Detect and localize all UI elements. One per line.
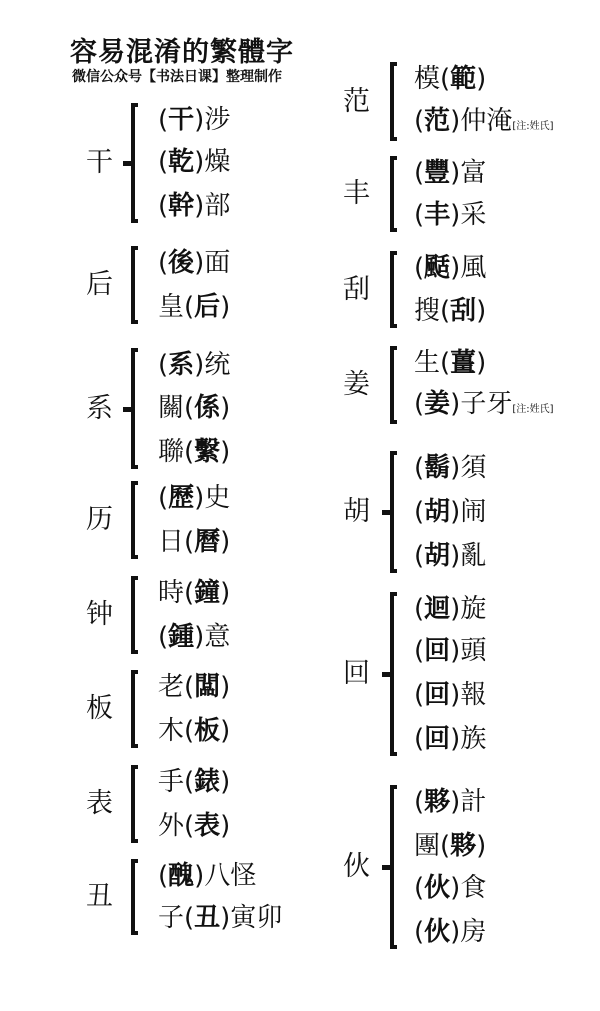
usage-suffix: )富 bbox=[450, 158, 487, 188]
traditional-char: 闆 bbox=[194, 672, 221, 702]
usage-note: [注:姓氏] bbox=[512, 121, 554, 132]
usage-prefix: ( bbox=[414, 253, 425, 283]
usage-suffix: )史 bbox=[194, 483, 231, 513]
usage-line bbox=[414, 636, 486, 666]
usage-suffix: ) bbox=[220, 393, 231, 423]
usage-line bbox=[158, 861, 256, 891]
usage-line bbox=[414, 453, 486, 483]
traditional-char: 夥 bbox=[424, 787, 451, 817]
usage-line bbox=[158, 191, 230, 221]
usage-prefix: ( bbox=[158, 105, 169, 135]
usage-suffix: )亂 bbox=[450, 541, 487, 571]
bracket bbox=[390, 251, 397, 328]
usage-prefix: ( bbox=[414, 158, 425, 188]
usage-suffix: ) bbox=[476, 64, 487, 94]
usage-line bbox=[414, 296, 486, 326]
bracket bbox=[131, 246, 138, 324]
usage-prefix: ( bbox=[158, 350, 169, 380]
usage-prefix: ( bbox=[158, 191, 169, 221]
usage-prefix: ( bbox=[158, 248, 169, 278]
usage-line bbox=[158, 767, 230, 797]
usage-suffix: )頭 bbox=[450, 636, 487, 666]
usage-suffix: ) bbox=[220, 578, 231, 608]
usage-prefix: ( bbox=[414, 453, 425, 483]
usage-line bbox=[414, 158, 486, 188]
page-subtitle: 微信公众号【书法日课】整理制作 bbox=[72, 69, 282, 85]
usage-prefix: ( bbox=[414, 787, 425, 817]
usage-suffix: ) bbox=[476, 296, 487, 326]
usage-prefix: 外( bbox=[158, 811, 195, 841]
simplified-char: 姜 bbox=[343, 369, 370, 400]
usage-prefix: ( bbox=[158, 147, 169, 177]
usage-suffix: )意 bbox=[194, 622, 231, 652]
usage-prefix: ( bbox=[414, 873, 425, 903]
usage-prefix: ( bbox=[158, 861, 169, 891]
usage-note: [注:姓氏] bbox=[512, 404, 554, 415]
usage-suffix: )食 bbox=[450, 873, 487, 903]
usage-prefix: 團( bbox=[414, 831, 451, 861]
bracket bbox=[390, 62, 397, 141]
simplified-char: 回 bbox=[343, 658, 370, 689]
usage-suffix: )采 bbox=[450, 200, 487, 230]
usage-prefix: ( bbox=[158, 622, 169, 652]
traditional-char: 丰 bbox=[424, 200, 451, 230]
usage-prefix: ( bbox=[414, 917, 425, 947]
usage-line bbox=[158, 350, 230, 380]
usage-suffix: )旋 bbox=[450, 594, 487, 624]
usage-prefix: ( bbox=[414, 106, 425, 136]
usage-suffix: )子牙 bbox=[450, 389, 513, 419]
simplified-char: 刮 bbox=[343, 273, 370, 305]
bracket bbox=[131, 765, 138, 843]
simplified-char: 后 bbox=[86, 269, 113, 300]
traditional-char: 後 bbox=[168, 248, 195, 278]
simplified-char: 板 bbox=[86, 693, 113, 724]
bracket bbox=[131, 348, 138, 469]
usage-line bbox=[414, 348, 486, 378]
usage-prefix: 時( bbox=[158, 578, 195, 608]
usage-suffix: ) bbox=[476, 348, 487, 378]
usage-line bbox=[414, 200, 486, 230]
usage-line bbox=[414, 497, 486, 527]
traditional-char: 豐 bbox=[424, 158, 451, 188]
usage-line bbox=[158, 483, 230, 513]
traditional-char: 表 bbox=[194, 811, 221, 841]
usage-suffix: )燥 bbox=[194, 147, 231, 177]
usage-prefix: 聯( bbox=[158, 437, 195, 467]
traditional-char: 伙 bbox=[424, 873, 451, 903]
usage-suffix: )計 bbox=[450, 787, 487, 817]
traditional-char: 幹 bbox=[168, 191, 195, 221]
usage-suffix: ) bbox=[220, 672, 231, 702]
usage-prefix: 手( bbox=[158, 767, 195, 797]
traditional-char: 迴 bbox=[424, 594, 451, 624]
usage-prefix: ( bbox=[158, 483, 169, 513]
traditional-char: 胡 bbox=[424, 497, 451, 527]
bracket bbox=[390, 785, 397, 949]
usage-suffix: ) bbox=[220, 437, 231, 467]
usage-line bbox=[414, 106, 554, 142]
bracket bbox=[131, 859, 138, 935]
simplified-char: 伙 bbox=[343, 851, 370, 882]
usage-prefix: 模( bbox=[414, 64, 451, 94]
usage-line bbox=[158, 248, 230, 278]
usage-line bbox=[414, 680, 486, 710]
traditional-char: 板 bbox=[194, 716, 221, 746]
traditional-char: 回 bbox=[424, 636, 451, 666]
bracket bbox=[390, 346, 397, 424]
usage-suffix: ) bbox=[220, 292, 231, 322]
page-title: 容易混淆的繁體字 bbox=[70, 37, 294, 68]
traditional-char: 丑 bbox=[194, 903, 221, 933]
traditional-char: 鐘 bbox=[194, 578, 221, 608]
bracket bbox=[390, 451, 397, 573]
usage-suffix: )八怪 bbox=[194, 861, 257, 891]
usage-line bbox=[158, 437, 230, 467]
bracket bbox=[390, 592, 397, 756]
usage-suffix: )统 bbox=[194, 350, 231, 380]
usage-suffix: )族 bbox=[450, 724, 487, 754]
usage-prefix: ( bbox=[414, 724, 425, 754]
usage-line bbox=[158, 811, 230, 841]
usage-line bbox=[414, 873, 486, 903]
usage-suffix: )闹 bbox=[450, 497, 487, 527]
simplified-char: 胡 bbox=[343, 496, 370, 527]
usage-line bbox=[158, 393, 230, 423]
usage-suffix: )面 bbox=[194, 248, 231, 278]
usage-line bbox=[158, 578, 230, 608]
usage-line bbox=[158, 903, 282, 933]
simplified-char: 干 bbox=[86, 147, 113, 178]
usage-line bbox=[414, 724, 486, 754]
usage-prefix: 日( bbox=[158, 527, 195, 557]
usage-suffix: )須 bbox=[450, 453, 487, 483]
usage-line bbox=[158, 716, 230, 746]
traditional-char: 伙 bbox=[424, 917, 451, 947]
usage-line bbox=[158, 622, 230, 652]
usage-line bbox=[414, 541, 486, 571]
traditional-char: 范 bbox=[424, 106, 451, 136]
usage-prefix: 子( bbox=[158, 903, 195, 933]
usage-line bbox=[414, 787, 486, 817]
traditional-char: 夥 bbox=[450, 831, 477, 861]
usage-line bbox=[158, 147, 230, 177]
traditional-char: 曆 bbox=[194, 527, 221, 557]
usage-line bbox=[414, 917, 486, 947]
traditional-char: 薑 bbox=[450, 348, 477, 378]
traditional-char: 錶 bbox=[194, 767, 221, 797]
usage-line bbox=[414, 64, 486, 94]
usage-prefix: 皇( bbox=[158, 292, 195, 322]
bracket bbox=[131, 481, 138, 559]
traditional-char: 係 bbox=[194, 393, 221, 423]
traditional-char: 系 bbox=[168, 350, 195, 380]
traditional-char: 醜 bbox=[168, 861, 195, 891]
traditional-char: 回 bbox=[424, 680, 451, 710]
traditional-char: 乾 bbox=[168, 147, 195, 177]
usage-suffix: ) bbox=[220, 811, 231, 841]
usage-line bbox=[414, 831, 486, 861]
traditional-char: 鍾 bbox=[168, 622, 195, 652]
simplified-char: 范 bbox=[343, 85, 370, 117]
simplified-char: 钟 bbox=[86, 599, 113, 630]
usage-prefix: 老( bbox=[158, 672, 195, 702]
traditional-char: 鬍 bbox=[424, 453, 451, 483]
usage-suffix: )寅卯 bbox=[220, 903, 283, 933]
simplified-char: 历 bbox=[86, 504, 113, 535]
usage-prefix: ( bbox=[414, 680, 425, 710]
traditional-char: 範 bbox=[450, 64, 477, 94]
usage-prefix: 木( bbox=[158, 716, 195, 746]
usage-line bbox=[158, 105, 230, 135]
usage-prefix: 關( bbox=[158, 393, 195, 423]
usage-line bbox=[414, 253, 486, 283]
usage-suffix: )報 bbox=[450, 680, 487, 710]
bracket bbox=[131, 576, 138, 654]
traditional-char: 干 bbox=[168, 105, 195, 135]
traditional-char: 歷 bbox=[168, 483, 195, 513]
simplified-char: 系 bbox=[86, 392, 113, 424]
usage-suffix: ) bbox=[476, 831, 487, 861]
usage-suffix: )仲淹 bbox=[450, 106, 513, 136]
usage-suffix: )涉 bbox=[194, 105, 231, 135]
usage-prefix: 搜( bbox=[414, 296, 451, 326]
usage-suffix: )房 bbox=[450, 917, 487, 947]
simplified-char: 丰 bbox=[343, 178, 370, 209]
traditional-char: 颳 bbox=[424, 253, 451, 283]
usage-line bbox=[414, 594, 486, 624]
bracket bbox=[131, 670, 138, 748]
usage-line bbox=[158, 292, 230, 322]
usage-suffix: ) bbox=[220, 527, 231, 557]
simplified-char: 丑 bbox=[86, 881, 113, 912]
traditional-char: 回 bbox=[424, 724, 451, 754]
usage-line bbox=[158, 527, 230, 557]
traditional-char: 姜 bbox=[424, 389, 451, 419]
usage-line bbox=[414, 389, 554, 425]
usage-suffix: )風 bbox=[450, 253, 487, 283]
usage-suffix: )部 bbox=[194, 191, 231, 221]
usage-prefix: ( bbox=[414, 594, 425, 624]
usage-prefix: 生( bbox=[414, 348, 451, 378]
usage-prefix: ( bbox=[414, 389, 425, 419]
traditional-char: 胡 bbox=[424, 541, 451, 571]
simplified-char: 表 bbox=[86, 788, 113, 819]
usage-suffix: ) bbox=[220, 716, 231, 746]
usage-prefix: ( bbox=[414, 541, 425, 571]
bracket bbox=[131, 103, 138, 223]
traditional-char: 繫 bbox=[194, 437, 221, 467]
usage-prefix: ( bbox=[414, 497, 425, 527]
usage-line bbox=[158, 672, 230, 702]
usage-suffix: ) bbox=[220, 767, 231, 797]
usage-prefix: ( bbox=[414, 636, 425, 666]
traditional-char: 后 bbox=[194, 292, 221, 322]
traditional-char: 刮 bbox=[450, 296, 477, 326]
usage-prefix: ( bbox=[414, 200, 425, 230]
bracket bbox=[390, 156, 397, 232]
